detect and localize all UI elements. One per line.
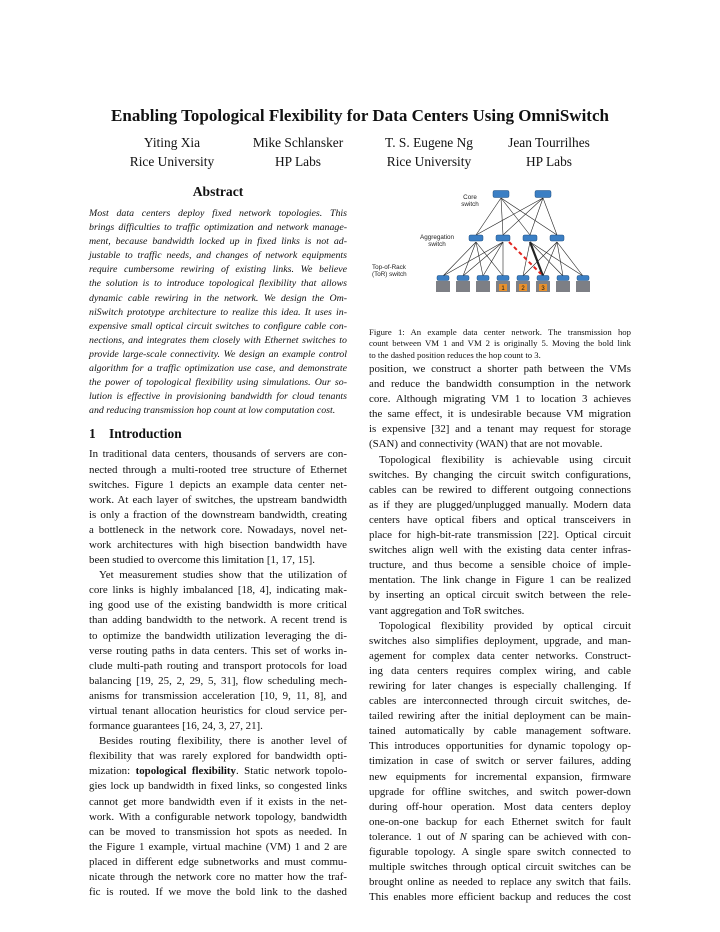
author-block	[479, 133, 619, 171]
aggregation-label-line-2: switch	[428, 241, 446, 248]
text-line: expensive small optical circuit switches to configure cable con-	[89, 320, 347, 332]
text-line: ment, because bandwidth locked up in fixed links is not ad-	[89, 236, 347, 248]
text-line: virtual tenant allocation heuristics for cloud service per-	[89, 705, 347, 717]
aggregation-switch-icon	[496, 235, 510, 241]
tor-switch-icon	[437, 276, 449, 281]
core-aggregation-link	[530, 198, 543, 235]
text-line: Most data centers deploy fixed network topologies. This	[89, 208, 347, 219]
text-span: . Static network topolo-	[236, 765, 348, 778]
aggregation-tor-link	[476, 242, 483, 276]
author-affiliation: Rice University	[386, 154, 472, 169]
text-span: tolerance. 1 out of	[369, 830, 460, 843]
author-name: T. S. Eugene Ng	[385, 135, 473, 150]
text-line: brought online as needed to replace any switch that fails.	[369, 876, 631, 889]
aggregation-tor-link	[463, 242, 476, 276]
text-line: the power of topological flexibility using simulations. Our so-	[89, 377, 347, 389]
right-column	[369, 362, 631, 905]
caption-line: count between VM 1 and VM 2 is originally 5. Moving the bold link	[369, 338, 631, 349]
right-paragraph-circuit-switches	[369, 453, 631, 619]
left-column	[89, 184, 347, 900]
text-line: dynamic cable rewiring in the network. We design the Om-	[89, 292, 347, 304]
text-line: nections, and integrates them closely with Ethernet switches to	[89, 334, 347, 346]
text-line: core links is highly imbalanced [18, 4], indicating mak-	[89, 584, 347, 597]
text-line: the Figure 1 example, virtual machine (VM) 1 and 2 are	[89, 840, 347, 853]
text-line: during off-hour operation. Most data centers deploy	[369, 800, 631, 813]
bold-term: topological flexibility	[135, 765, 237, 778]
text-line: anisms for transmission acceleration [10, 9, 11, 8], and	[89, 689, 347, 702]
text-line: by inserting an optical circuit switch between the rele-	[369, 589, 631, 602]
text-line: formance guarantees [16, 24, 3, 27, 21].	[89, 720, 263, 733]
aggregation-switch-icon	[523, 235, 537, 241]
tor-switch-icon	[537, 276, 549, 281]
aggregation-label-line-1: Aggregation	[420, 234, 454, 241]
tor-switch-icon	[557, 276, 569, 281]
text-line-bold-term	[89, 764, 347, 779]
text-line: the same effect, it is undesirable because VM migration	[369, 408, 631, 421]
author-affiliation: HP Labs	[275, 154, 321, 169]
bold-link	[530, 242, 543, 276]
intro-paragraph-3-rest	[89, 779, 347, 900]
text-line: one-on-one backup for each Ethernet switch for fault	[369, 815, 631, 828]
core-switch-icon	[535, 191, 551, 198]
text-line: clude multi-path routing and transport protocols for load	[89, 659, 347, 672]
text-line: new equipments for incremental expansion, firmware	[369, 770, 631, 783]
tor-switch-icon	[577, 276, 589, 281]
text-line: is only a fraction of the downstream bandwidth, creating	[89, 508, 347, 521]
text-line: This enables more efficient backup and reduces the cost	[369, 891, 631, 904]
text-line: vant aggregation and ToR switches.	[369, 604, 525, 617]
text-line: ing good use of the existing bandwidth is more critical	[89, 599, 347, 612]
text-line: tructure, and thus become a sensible choice of imple-	[369, 559, 631, 572]
aggregation-tor-link	[483, 242, 503, 276]
caption-line: to the dashed position reduces the hop count to 3.	[369, 349, 541, 360]
core-switch-icon	[493, 191, 509, 198]
text-line: fic is routed. If we move the bold link to the dashed	[89, 886, 347, 899]
text-line: than adding bandwidth to the network. A recent trend is	[89, 614, 347, 627]
core-aggregation-link	[501, 198, 530, 235]
text-line: position, we construct a shorter path between the VMs	[369, 363, 631, 375]
network-diagram-svg	[369, 186, 631, 318]
text-line: nicate through the network core no matter how the traf-	[89, 871, 347, 884]
server-rack-icon	[576, 281, 590, 292]
tor-label-line-2: (ToR) switch	[372, 271, 407, 278]
text-line: nected through a multi-rooted tree structure of Ethernet	[89, 463, 347, 476]
text-line: This introduces opportunities for dynamic topology op-	[369, 740, 631, 753]
author-block	[228, 133, 368, 171]
server-rack-icon	[436, 281, 450, 292]
vm-label: 3	[541, 286, 545, 292]
aggregation-switch-icon	[469, 235, 483, 241]
text-line: justable to traffic needs, and changes of network equipments	[89, 250, 347, 262]
caption-line: Figure 1: An example data center network. The transmission hop	[369, 327, 631, 337]
server-rack-icon	[556, 281, 570, 292]
server-rack-icon	[456, 281, 470, 292]
text-line: rewiring for later changes is especially challenging. If	[369, 679, 631, 692]
text-line: switches. By changing the circuit switch configurations,	[369, 468, 631, 481]
text-line: work architectures with high bisection bandwidth have	[89, 538, 347, 551]
text-line: niSwitch prototype architecture to realize this idea. It uses in-	[89, 306, 347, 318]
author-block	[102, 133, 242, 171]
core-aggregation-link	[501, 198, 503, 235]
text-line: centers have optical fibers and optical transceivers in	[369, 513, 631, 526]
tor-switch-icon	[517, 276, 529, 281]
text-line: switches align well with the existing data center infras-	[369, 544, 631, 557]
text-line: Besides routing flexibility, there is another level of	[99, 735, 347, 748]
text-line: to optimize the bandwidth utilization leveraging the di-	[89, 629, 347, 642]
author-block	[359, 133, 499, 171]
text-line: been studied to overcome this limitation [1, 17, 15].	[89, 554, 315, 567]
text-line: ing data centers requires complex wiring, and cable	[369, 664, 631, 677]
text-line: Topological flexibility is achievable using circuit	[379, 453, 631, 466]
tor-switch-icon	[497, 276, 509, 281]
aggregation-tor-link	[557, 242, 583, 276]
text-line: brings difficulties to traffic optimization and network manage-	[89, 222, 347, 234]
text-line: a bottleneck in the network core. Nowadays, novel net-	[89, 523, 347, 536]
text-line: work. At each layer of switches, the upstream bandwidth	[89, 493, 347, 506]
text-line: core. Although migrating VM 1 to location 3 achieves	[369, 393, 631, 406]
text-line: timization in case of switch or server failures, adding	[369, 755, 631, 768]
figure-1-network-diagram	[369, 186, 631, 318]
text-line-sparing	[369, 830, 631, 845]
core-label-line-2: switch	[461, 201, 479, 208]
abstract-body	[89, 207, 347, 418]
text-line: algorithm for a traffic optimization use case, and demonstrate	[89, 363, 347, 375]
author-affiliation: Rice University	[129, 154, 215, 169]
section-number: 1	[89, 426, 96, 442]
text-line: cables are interconnected through circuit switches, de-	[369, 695, 631, 708]
text-line: cannot get more bandwidth even if it exists in the net-	[89, 795, 347, 808]
text-line: provide large-scale connectivity. We design an example control	[89, 348, 347, 360]
text-line: and reducing transmission hop count at low computation cost.	[89, 405, 336, 417]
author-name: Jean Tourrilhes	[508, 135, 590, 150]
section-title: Introduction	[109, 426, 182, 442]
text-line: placed in different edge subnetworks and must commu-	[89, 855, 347, 868]
text-line: tained automatically by cable management software.	[369, 725, 631, 738]
aggregation-tor-link	[543, 242, 557, 276]
text-line: verse routing paths in data centers. This set of works in-	[89, 644, 347, 657]
text-span: mization:	[89, 765, 136, 778]
text-line: can be moved to transmission hot spots as needed. In	[89, 825, 347, 838]
aggregation-switch-icon	[550, 235, 564, 241]
text-line: as if they are plugged/unplugged manually. Modern data	[369, 498, 631, 511]
text-line: is expensive [32] and a tenant may request for storage	[369, 423, 631, 436]
author-affiliation: HP Labs	[526, 154, 572, 169]
intro-paragraph-2	[89, 568, 347, 734]
text-line: upgrade for offline switches, and switch power-down	[369, 785, 631, 798]
paper-title: Enabling Topological Flexibility for Data Centers Using OmniSwitch	[111, 106, 609, 125]
text-line: (SAN) and connectivity (WAN) that are not movable.	[369, 438, 603, 451]
core-aggregation-link	[476, 198, 501, 235]
author-name: Yiting Xia	[143, 135, 201, 150]
text-line: flexibility that was rarely explored for bandwidth opti-	[89, 750, 347, 763]
text-span: sparing can be achieved with con-	[466, 830, 632, 843]
right-paragraph-deployment	[369, 619, 631, 830]
right-paragraph-continued	[369, 362, 631, 453]
abstract-heading: Abstract	[192, 184, 244, 199]
text-line: multiple switches through optical circuit switches can be	[369, 861, 631, 874]
core-aggregation-link	[543, 198, 557, 235]
vm-label: 1	[501, 286, 505, 292]
text-line: the solution is to introduce topological flexibility that allows	[89, 278, 347, 290]
text-line: agement for complex data center networks. Construct-	[369, 649, 631, 662]
aggregation-tor-link	[530, 242, 583, 276]
text-line: In traditional data centers, thousands of servers are con-	[89, 448, 347, 461]
intro-paragraph-3	[89, 734, 347, 900]
text-line: switches also simplifies deployment, upgrade, and man-	[369, 634, 631, 647]
text-line: gies lock up bandwidth in fixed links, so congested links	[89, 780, 347, 793]
text-line: require cumbersome rewiring of existing links. We believe	[89, 264, 347, 276]
text-line: balancing [19, 25, 2, 29, 5, 31], flow scheduling mech-	[89, 674, 347, 687]
text-line: lution is effective in provisioning bandwidth for cloud tenants	[89, 391, 347, 403]
text-line: work. With a configurable network topology, bandwidth	[89, 810, 347, 823]
text-line: place for high-bit-rate transmission [22]. Optical circuit	[369, 529, 631, 542]
text-line: Topological flexibility provided by optical circuit	[379, 619, 631, 632]
aggregation-tor-link	[443, 242, 476, 276]
tor-label-line-1: Top-of-Rack	[372, 264, 406, 271]
tor-switch-icon	[477, 276, 489, 281]
figure-1-caption	[369, 327, 631, 361]
right-paragraph-deployment-end	[369, 845, 631, 905]
server-rack-icon	[476, 281, 490, 292]
author-name: Mike Schlansker	[252, 135, 344, 150]
text-line: switches. Figure 1 depicts an example data center net-	[89, 478, 347, 491]
text-line: cables can be rewired to different outgoing connections	[369, 483, 631, 496]
section-heading	[89, 426, 347, 442]
math-variable: N	[459, 830, 467, 843]
intro-paragraph-1	[89, 447, 347, 568]
text-line: tailed rewiring after the initial deployment can be main-	[369, 710, 631, 723]
text-line: figurable topology. A single spare switch connected to	[369, 846, 631, 858]
text-line: and reduce the bandwidth consumption in the network	[369, 378, 631, 391]
aggregation-tor-link	[476, 242, 503, 276]
tor-switch-icon	[457, 276, 469, 281]
text-line: Yet measurement studies show that the utilization of	[99, 569, 347, 582]
aggregation-tor-link	[463, 242, 503, 276]
vm-label: 2	[521, 286, 525, 292]
aggregation-tor-link	[443, 242, 503, 276]
text-line: mentation. The link change in Figure 1 can be realized	[369, 574, 631, 587]
core-label-line-1: Core	[463, 194, 477, 201]
